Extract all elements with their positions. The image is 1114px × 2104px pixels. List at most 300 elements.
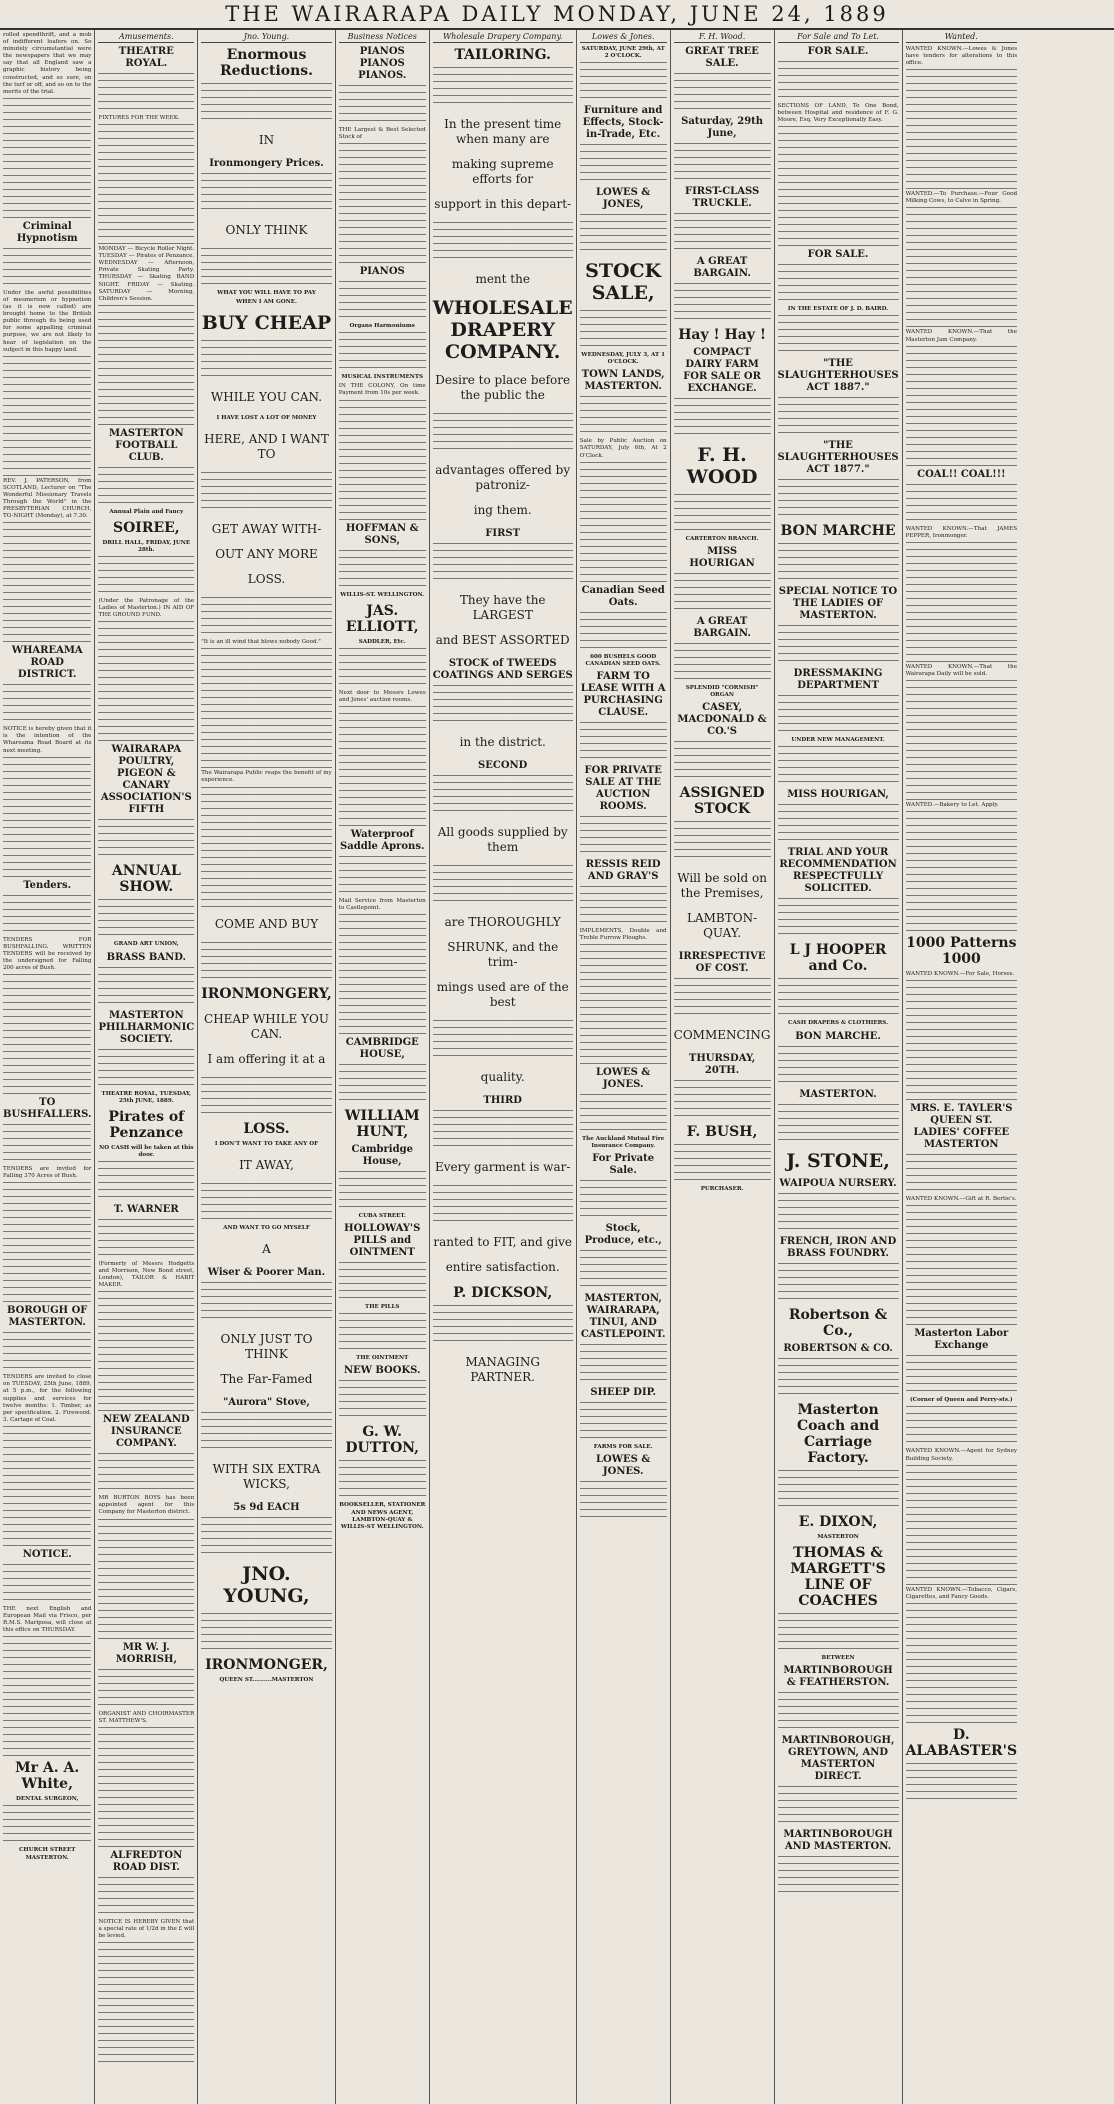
column-3 (198, 30, 336, 2104)
advert-heading: In the present time when many are (444, 117, 562, 146)
advert-heading: FARMS FOR SALE. (593, 1444, 653, 1451)
body-copy (98, 1291, 194, 1411)
advert-heading: A (262, 1241, 271, 1256)
article-text: FIXTURES FOR THE WEEK. (98, 115, 180, 121)
advert-heading: Will be sold on the Premises, (677, 871, 767, 901)
advert-heading: THE PILLS (365, 1304, 400, 1311)
article-text: MR BURTON BOYS has been appointed agent for this Company for Masterton district. (98, 1495, 195, 1516)
body-copy (778, 804, 899, 844)
article-text: THE next English and European Mail via Frisco, per R.M.S. Mariposa, will close at this office on THURSDAY. (3, 1605, 92, 1634)
advert-heading: ASSIGNED STOCK (679, 785, 765, 818)
body-copy (580, 1180, 667, 1220)
advert-heading: SHRUNK, and the trim- (447, 940, 559, 969)
body-copy (98, 1669, 194, 1709)
body-copy (201, 472, 332, 512)
article-text: WANTED KNOWN.—Lowes & Jones have tenders for alterations to this office. (905, 46, 1018, 67)
body-copy (98, 556, 194, 596)
advert-heading: TO BUSHFALLERS. (3, 1097, 92, 1121)
body-copy (906, 1154, 1018, 1194)
article-text: WANTED KNOWN.—That JAMES PEPPER, Ironmonger. (905, 525, 1018, 539)
body-copy (433, 1020, 573, 1060)
advert-heading: THEATRE ROYAL. (118, 46, 174, 69)
body-copy (3, 248, 91, 288)
advert-heading: NO CASH will be taken at this door. (99, 1144, 194, 1158)
advert-heading: MASTERTON, WAIRARAPA, TINUI, AND CASTLEPOINT. (580, 1293, 666, 1341)
advert-heading: Annual Plain and Fancy (109, 508, 184, 515)
body-copy (778, 1856, 899, 1896)
article-text: WANTED.—To Purchase.—Four Good Milking Cows, to Calve in Spring. (905, 191, 1018, 205)
advert-heading: BOROUGH OF MASTERTON. (7, 1305, 88, 1329)
advert-heading: I DON'T WANT TO TAKE ANY OF (214, 1140, 319, 1147)
column-heading: Amusements. (98, 32, 194, 43)
body-copy (3, 1805, 91, 1845)
article-text: WANTED KNOWN.—Tobacco, Cigars, Cigarettes, and Fancy Goods. (905, 1586, 1018, 1600)
advert-heading: FRENCH, IRON AND BRASS FOUNDRY. (779, 1235, 897, 1259)
body-copy (433, 543, 573, 583)
body-copy (906, 1603, 1018, 1723)
advert-heading: LOWES & JONES, (596, 187, 651, 211)
body-copy (433, 1110, 573, 1150)
advert-heading: WEDNESDAY, JULY 3, AT 1 O'CLOCK. (581, 352, 666, 366)
body-copy (201, 648, 332, 768)
body-copy (906, 207, 1018, 327)
article-text: TENDERS are invited to close on TUESDAY, 25th June, 1889, at 5 p.m., for the following supplies and services for twelve months: 1. Timber, as per specification. 2. Firewood. 3. Cartage of Coal. (3, 1374, 92, 1423)
body-copy (580, 722, 667, 762)
advert-heading: "THE SLAUGHTERHOUSES ACT 1887." (777, 358, 899, 394)
advert-heading: Tenders. (23, 879, 72, 891)
advert-heading: FIRST-CLASS TRUCKLE. (684, 186, 760, 209)
advert-heading: BON MARCHE (780, 523, 896, 540)
body-copy (906, 1465, 1018, 1585)
advert-heading: mings used are of the best (436, 980, 569, 1009)
body-copy (778, 126, 899, 246)
advert-heading: Canadian Seed Oats. (581, 584, 665, 608)
advert-heading: Mr A. A. White, (15, 1760, 80, 1793)
body-copy (778, 543, 899, 583)
advert-heading: IT AWAY, (239, 1157, 294, 1172)
advert-heading: The Auckland Mutual Fire Insurance Company. (582, 1136, 665, 1150)
article-text: SECTIONS OF LAND, To One Bond, between Hospital and residence of F. G. Moore, Esq. Very Exceptionally Easy. (777, 103, 899, 124)
article-text: The Wairarapa Public reaps the benefit of my experience. (201, 770, 332, 784)
advert-heading: HOLLOWAY'S PILLS and OINTMENT (344, 1223, 421, 1259)
advert-heading: CARTERTON BRANCH. (685, 536, 759, 542)
advert-heading: E. DIXON, (798, 1513, 878, 1530)
body-copy (98, 1219, 194, 1259)
body-copy (201, 173, 332, 213)
advert-heading: WHOLESALE DRAPERY COMPANY. (432, 297, 573, 363)
body-copy (433, 775, 573, 815)
body-copy (778, 1358, 899, 1398)
body-copy (3, 522, 91, 642)
advert-heading: AND WANT TO GO MYSELF (223, 1224, 310, 1231)
body-copy (580, 1094, 667, 1134)
article-text: WANTED KNOWN.—Gift at R. Bertie's. (905, 1196, 1017, 1203)
body-copy (339, 550, 426, 590)
column-heading: For Sale and To Let. (778, 32, 899, 43)
advert-heading: ANNUAL SHOW. (111, 863, 181, 896)
advert-heading: A GREAT BARGAIN. (693, 616, 751, 640)
body-copy (339, 648, 426, 688)
body-copy (3, 1182, 91, 1302)
advert-heading: ment the (475, 272, 530, 286)
masthead-title: THE WAIRARAPA DAILY MONDAY, JUNE 24, 1889 (225, 2, 889, 26)
advert-heading: All goods supplied by them (437, 825, 568, 854)
article-text: WANTED.—Bakery to Let. Apply. (905, 802, 999, 809)
body-copy (580, 396, 667, 436)
advert-heading: Stock, Produce, etc., (584, 1223, 662, 1247)
advert-heading: MARTINBOROUGH AND MASTERTON. (783, 1828, 893, 1852)
advert-heading: Ironmongery Prices. (209, 158, 324, 169)
article-text: TENDERS FOR BUSHFALLING. WRITTEN TENDERS will be received by the undersigned for Falling 200 acres of Bush. (3, 936, 92, 971)
advert-heading: TAILORING. (454, 47, 551, 63)
body-copy (98, 1519, 194, 1639)
advert-heading: THIRD (483, 1095, 522, 1106)
advert-heading: BRASS BAND. (106, 951, 187, 963)
body-copy (98, 621, 194, 741)
advert-heading: CHURCH STREET MASTERTON. (18, 1847, 76, 1861)
body-copy (906, 484, 1018, 524)
body-copy (339, 856, 426, 896)
advert-heading: P. DICKSON, (453, 1285, 553, 1301)
article-text: "It is an ill wind that blows nobody Good." (201, 639, 321, 646)
body-copy (98, 819, 194, 859)
body-copy (778, 397, 899, 437)
column-heading: Lowes & Jones. (580, 32, 667, 43)
advert-heading: WHEN I AM GONE. (236, 299, 297, 306)
body-copy (339, 332, 426, 372)
advert-heading: F. H. WOOD (686, 444, 758, 488)
advert-heading: Wiser & Poorer Man. (207, 1266, 326, 1278)
article-text: rolled spendthrift, and a mob of indifferent loafers on. So minutely circumstantial were the newspapers that we may say that all England saw a graphic history being constructed, and so sure, on the turf or off, and so on to the merits of the trial. (3, 32, 92, 95)
body-copy (98, 1877, 194, 1917)
body-copy (3, 1332, 91, 1372)
advert-heading: T. WARNER (113, 1203, 179, 1215)
article-text: Next door to Messrs Lowes and Jones' auction rooms. (338, 689, 426, 703)
advert-heading: BOOKSELLER, STATIONER AND NEWS AGENT, LAMBTON-QUAY & WILLIS-ST WELLINGTON. (339, 1502, 426, 1530)
advert-heading: Desire to place before the public the (435, 373, 571, 402)
body-copy (201, 942, 332, 982)
body-copy (3, 684, 91, 724)
advert-heading: quality. (480, 1070, 525, 1084)
column-4 (336, 30, 430, 2104)
advert-heading: HOFFMAN & SONS, (345, 522, 419, 546)
body-copy (674, 978, 771, 1018)
advert-heading: COME AND BUY (214, 916, 319, 931)
advert-heading: SADDLER, Etc. (358, 638, 406, 645)
body-copy (580, 62, 667, 102)
advert-heading: ALFREDTON ROAD DIST. (110, 1849, 183, 1873)
advert-heading: WILLIAM HUNT, (344, 1108, 420, 1141)
body-copy (778, 1263, 899, 1303)
masthead (0, 0, 1114, 30)
advert-heading: 5s 9d EACH (233, 1501, 300, 1513)
advert-heading: TRIAL AND YOUR RECOMMENDATION RESPECTFULLY SOLICITED. (779, 847, 897, 895)
body-copy (580, 144, 667, 184)
advert-heading: DRILL HALL, FRIDAY, JUNE 28th. (102, 539, 191, 554)
body-copy (674, 741, 771, 781)
advert-heading: For Private Sale. (592, 1153, 655, 1177)
article-text: WANTED KNOWN.—Agent for Sydney Building Society. (905, 1448, 1018, 1462)
body-copy (580, 310, 667, 350)
advert-heading: ing them. (473, 503, 532, 517)
body-copy (778, 746, 899, 786)
body-copy (433, 865, 573, 905)
advert-heading: CASEY, MACDONALD & CO.'S (677, 702, 767, 738)
advert-heading: MRS. E. TAYLER'S QUEEN ST. LADIES' COFFEE MASTERTON (910, 1103, 1013, 1151)
article-text: MONDAY — Bicycle Roller Night. TUESDAY — Pirates of Penzance. WEDNESDAY — Afternoon, Private Skating Party. THURSDAY — Skating BAND NIGHT. FRIDAY — Skating. SATURDAY — Morning, Children's Session. (98, 246, 195, 302)
article-text: IN THE COLONY, On time Payment from 10s per week. (338, 383, 426, 397)
body-copy (339, 1064, 426, 1104)
body-copy (674, 1144, 771, 1184)
body-copy (580, 944, 667, 1064)
advert-heading: OUT ANY MORE (215, 547, 318, 562)
article-text: NOTICE IS HEREBY GIVEN that a special rate of 1/2d in the £ will be levied. (98, 1918, 195, 1939)
advert-heading: GREAT TREE SALE. (685, 46, 759, 69)
body-copy (201, 1282, 332, 1322)
advert-heading: MISS HOURIGAN, (787, 789, 889, 801)
article-text: (Formerly of Messrs Hodgetts and Morrison, New Bond street, London), TAILOR & HABIT MAKER. (98, 1260, 195, 1289)
body-copy (98, 124, 194, 244)
body-copy (98, 967, 194, 1007)
body-copy (339, 281, 426, 321)
advert-heading: UNDER NEW MANAGEMENT. (791, 737, 885, 744)
article-text: IMPLEMENTS, Double and Treble Furrow Ploughs. (579, 927, 667, 941)
advert-heading: WHAREAMA ROAD DISTRICT. (11, 645, 83, 681)
body-copy (580, 214, 667, 254)
column-heading: Business Notices (339, 32, 426, 43)
body-copy (201, 1183, 332, 1223)
body-copy (674, 643, 771, 683)
body-copy (906, 1355, 1018, 1395)
body-copy (3, 98, 91, 218)
advert-heading: CUBA STREET. (358, 1213, 406, 1220)
body-copy (433, 1185, 573, 1225)
body-copy (580, 1402, 667, 1442)
body-copy (778, 625, 899, 665)
body-copy (674, 213, 771, 253)
article-text: (Under the Patronage of the Ladies of Masterton.) IN AID OF THE GROUND FUND. (98, 598, 195, 619)
advert-heading: Saturday, 29th June, (681, 116, 764, 139)
advert-heading: COMMENCING (673, 1028, 771, 1043)
advert-heading: BUY CHEAP (201, 312, 332, 335)
body-copy (906, 69, 1018, 189)
article-text: NOTICE is hereby given that it is the intention of the Whareama Road Board at its next meeting. (3, 726, 92, 754)
body-copy (580, 1250, 667, 1290)
body-copy (778, 1193, 899, 1233)
advert-heading: CHEAP WHILE YOU CAN. (204, 1011, 329, 1041)
article-text: Mail Service from Masterton to Castlepoint. (338, 897, 426, 912)
column-2 (95, 30, 198, 2104)
advert-heading: JNO. YOUNG, (223, 1562, 310, 1607)
advert-heading: IRONMONGER, (205, 1656, 328, 1673)
advert-heading: MASTERTON PHILHARMONIC SOCIETY. (98, 1009, 195, 1045)
body-copy (778, 1104, 899, 1144)
article-text: WANTED KNOWN.—For Sale, Horses. (905, 971, 1015, 978)
advert-heading: 600 BUSHELS GOOD CANADIAN SEED OATS. (585, 653, 661, 667)
advert-heading: 1000 Patterns 1000 (906, 935, 1017, 968)
body-copy (906, 980, 1018, 1100)
body-copy (778, 1613, 899, 1653)
advert-heading: WHILE YOU CAN. (210, 390, 323, 405)
advert-heading: SHEEP DIP. (590, 1387, 656, 1399)
body-copy (339, 1380, 426, 1420)
body-copy (98, 1942, 194, 2062)
body-copy (339, 1262, 426, 1302)
body-copy (339, 914, 426, 1034)
article-text: THE Largest & Best Selected Stock of (338, 127, 426, 141)
body-copy (98, 1727, 194, 1847)
body-copy (433, 685, 573, 725)
advert-heading: MISS HOURIGAN (689, 546, 755, 570)
advert-heading: FOR SALE. (807, 46, 869, 57)
body-copy (98, 1161, 194, 1201)
body-copy (580, 886, 667, 926)
body-copy (906, 680, 1018, 800)
advert-heading: WILLIS-ST. WELLINGTON. (340, 591, 425, 598)
advert-heading: SATURDAY, JUNE 29th, AT 2 O'CLOCK. (581, 46, 665, 60)
advert-heading: Organs Harmoniums (349, 323, 415, 330)
advert-heading: (Corner of Queen and Perry-sts.) (910, 1397, 1013, 1404)
body-copy (674, 1080, 771, 1120)
column-heading: Wholesale Drapery Company. (433, 32, 573, 43)
advert-heading: MANAGING PARTNER. (465, 1355, 540, 1384)
advert-heading: "Aurora" Stove, (223, 1396, 310, 1408)
body-copy (433, 67, 573, 107)
advert-heading: A GREAT BARGAIN. (693, 256, 751, 279)
advert-heading: entire satisfaction. (445, 1260, 560, 1274)
body-copy (778, 1786, 899, 1826)
body-copy (906, 1406, 1018, 1446)
body-copy (778, 61, 899, 101)
body-copy (98, 1049, 194, 1089)
advert-heading: GRAND ART UNION, (113, 941, 179, 948)
body-copy (674, 143, 771, 183)
advert-heading: MUSICAL INSTRUMENTS (341, 374, 424, 381)
advert-heading: MARTINBOROUGH & FEATHERSTON. (783, 1664, 893, 1688)
body-copy (3, 974, 91, 1094)
advert-heading: BETWEEN (821, 1654, 855, 1661)
advert-heading: FOR PRIVATE SALE AT THE AUCTION ROOMS. (584, 764, 662, 812)
body-copy (339, 85, 426, 125)
body-copy (580, 816, 667, 856)
body-copy (3, 1636, 91, 1756)
advert-heading: SOIREE, (112, 519, 180, 536)
advert-heading: support in this depart- (434, 197, 572, 211)
advert-heading: ROBERTSON & CO. (783, 1342, 893, 1354)
advert-heading: are THOROUGHLY (444, 915, 561, 929)
body-copy (906, 1205, 1018, 1325)
body-copy (3, 757, 91, 877)
advert-heading: QUEEN ST..........MASTERTON (219, 1676, 314, 1683)
advert-heading: SPECIAL NOTICE TO THE LADIES OF MASTERTON. (778, 586, 898, 622)
advert-heading: STOCK of TWEEDS COATINGS AND SERGES (432, 658, 573, 681)
advert-heading: RESSIS REID AND GRAY'S (585, 858, 661, 882)
advert-heading: IRRESPECTIVE OF COST. (678, 951, 766, 975)
advert-heading: FARM TO LEASE WITH A PURCHASING CLAUSE. (580, 670, 666, 718)
advert-heading: Cambridge House, (351, 1144, 413, 1168)
advert-heading: WAIPOUA NURSERY. (779, 1177, 897, 1189)
body-copy (3, 1426, 91, 1546)
advert-heading: WITH SIX EXTRA WICKS, (212, 1461, 321, 1491)
advert-heading: MASTERTON FOOTBALL CLUB. (109, 427, 184, 463)
column-9 (903, 30, 1021, 2104)
body-copy (778, 264, 899, 304)
article-text: TENDERS are invited for Falling 370 Acres of Bush. (3, 1166, 92, 1180)
advert-heading: J. STONE, (786, 1149, 890, 1172)
advert-heading: Masterton Labor Exchange (914, 1328, 1009, 1352)
column-heading: Jno. Young. (201, 32, 332, 43)
body-copy (98, 305, 194, 425)
body-copy (674, 494, 771, 534)
body-copy (3, 356, 91, 476)
body-copy (98, 73, 194, 113)
body-copy (674, 821, 771, 861)
advert-heading: DRESSMAKING DEPARTMENT (793, 668, 883, 692)
body-copy (339, 1460, 426, 1500)
article-text: Sale by Public Auction on SATURDAY, July 6th, At 2 O'Clock. (579, 438, 667, 459)
advert-heading: Pirates of Penzance (108, 1108, 185, 1141)
advert-heading: L J HOOPER and Co. (789, 942, 887, 975)
advert-heading: advantages offered by patroniz- (435, 463, 571, 492)
advert-heading: SPLENDID "CORNISH" ORGAN (685, 685, 759, 699)
advert-heading: PURCHASER. (700, 1186, 744, 1193)
body-copy (98, 899, 194, 939)
advert-heading: Waterproof Saddle Aprons. (340, 828, 425, 852)
column-heading: Wanted. (906, 32, 1018, 43)
body-copy (201, 787, 332, 907)
advert-heading: Hay ! Hay ! (678, 327, 766, 343)
advert-heading: I HAVE LOST A LOT OF MONEY (216, 415, 317, 422)
advert-heading: DENTAL SURGEON, (15, 1796, 79, 1803)
body-copy (3, 895, 91, 935)
advert-heading: FIRST (485, 528, 521, 539)
body-copy (778, 1470, 899, 1510)
advert-heading: ONLY JUST TO THINK (220, 1331, 313, 1361)
column-6 (577, 30, 671, 2104)
body-copy (778, 898, 899, 938)
column-1 (0, 30, 95, 2104)
body-copy (433, 222, 573, 262)
advert-heading: D. ALABASTER'S (905, 1726, 1018, 1759)
body-copy (674, 283, 771, 323)
advert-heading: Robertson & Co., (788, 1306, 888, 1339)
advert-heading: THOMAS & MARGETT'S LINE OF COACHES (790, 1544, 886, 1609)
advert-heading: BON MARCHE. (795, 1030, 881, 1042)
body-copy (339, 400, 426, 520)
body-copy (201, 340, 332, 380)
advert-heading: Every garment is war- (434, 1160, 571, 1174)
advert-heading: NEW BOOKS. (343, 1365, 421, 1377)
advert-heading: LOWES & JONES. (596, 1067, 651, 1091)
advert-heading: JAS. ELLIOTT, (345, 602, 419, 635)
advert-heading: FOR SALE. (807, 249, 869, 261)
advert-heading: LOWES & JONES. (596, 1454, 651, 1478)
body-copy (778, 695, 899, 735)
advert-heading: NEW ZEALAND INSURANCE COMPANY. (102, 1414, 190, 1450)
advert-heading: COAL!! COAL!!! (917, 468, 1006, 480)
body-copy (433, 1305, 573, 1345)
body-copy (674, 398, 771, 438)
advert-heading: LOSS. (243, 1120, 290, 1137)
article-text: WANTED KNOWN.—That the Masterton Jam Company. (905, 329, 1018, 343)
advert-heading: MR W. J. MORRISH, (115, 1641, 177, 1665)
body-copy (339, 1171, 426, 1211)
body-copy (3, 1564, 91, 1604)
body-copy (778, 1046, 899, 1086)
body-copy (778, 1692, 899, 1732)
body-copy (98, 467, 194, 507)
advert-heading: SECOND (478, 760, 528, 771)
